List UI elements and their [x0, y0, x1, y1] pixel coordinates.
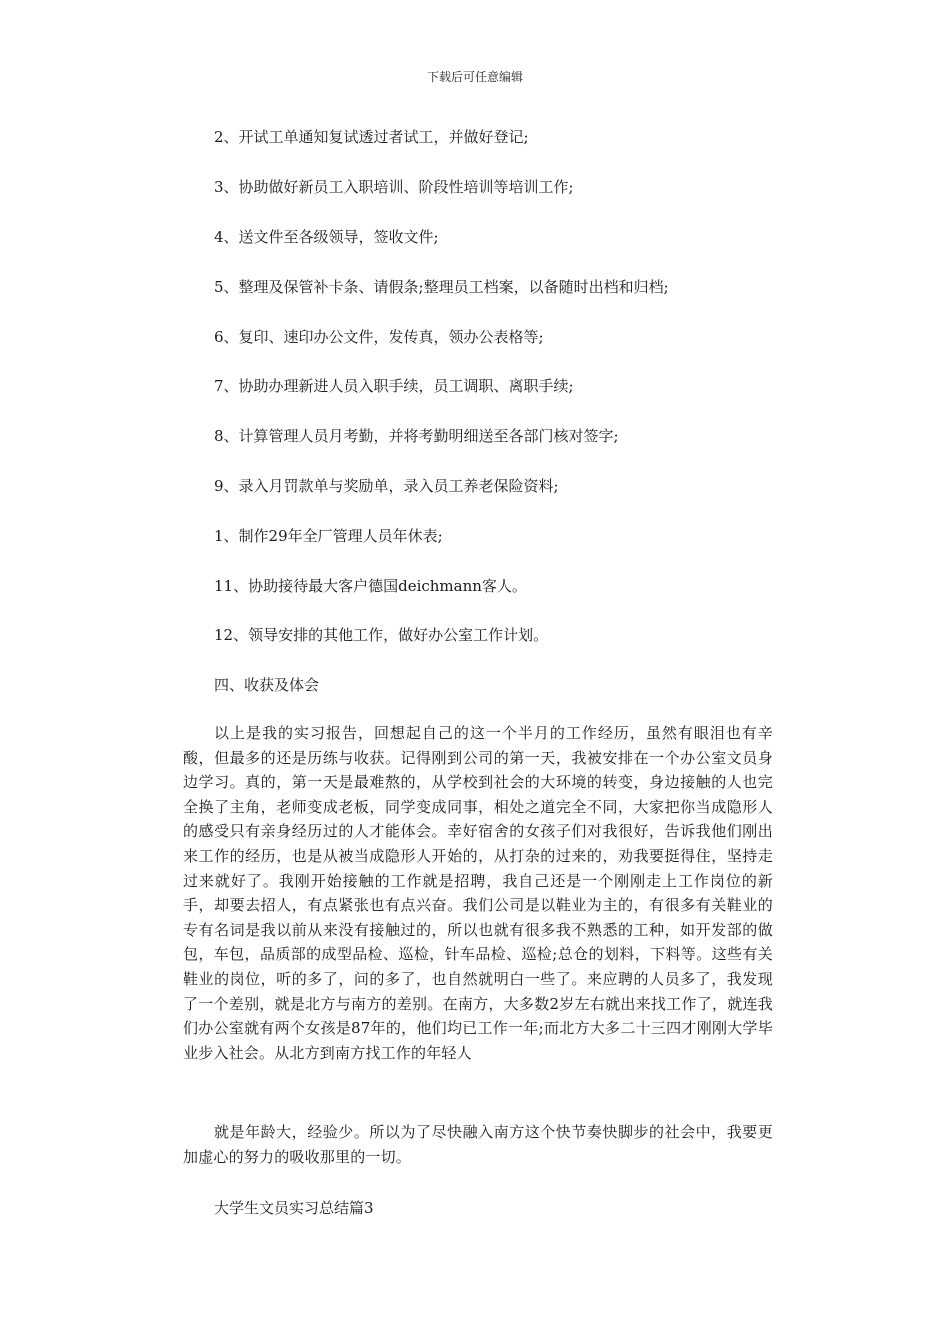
- list-item: 7、协助办理新进人员入职手续，员工调职、离职手续;: [214, 377, 574, 395]
- list-item: 2、开试工单通知复试透过者试工，并做好登记;: [214, 128, 529, 146]
- list-item: 5、整理及保管补卡条、请假条;整理员工档案，以备随时出档和归档;: [214, 278, 669, 296]
- list-item: 3、协助做好新员工入职培训、阶段性培训等培训工作;: [214, 178, 574, 196]
- list-item: 11、协助接待最大客户德国deichmann客人。: [214, 577, 527, 595]
- section-heading: 四、收获及体会: [214, 676, 320, 694]
- closing-title: 大学生文员实习总结篇3: [214, 1199, 374, 1217]
- list-item: 12、领导安排的其他工作，做好办公室工作计划。: [214, 626, 549, 644]
- body-paragraph: 以上是我的实习报告，回想起自己的这一个半月的工作经历，虽然有眼泪也有辛酸，但最多的还是历练与收获。记得刚到公司的第一天，我被安排在一个办公室文员身边学习。真的，第一天是最难熬的，从学校到社会的大环境的转变，身边接触的人也完全换了主角，老师变成老板，同学变成同事，相处之道完全不同，大家把你当成隐形人的感受只有亲身经历过的人才能体会。幸好宿舍的女孩子们对我很好，告诉我他们刚出来工作的经历，也是从被当成隐形人开始的，从打杂的过来的，劝我要挺得住，坚持走过来就好了。我刚开始接触的工作就是招聘，我自己还是一个刚刚走上工作岗位的新手，却要去招人，有点紧张也有点兴奋。我们公司是以鞋业为主的，有很多有关鞋业的专有名词是我以前从来没有接触过的，所以也就有很多我不熟悉的工种，如开发部的做包，车包，品质部的成型品检、巡检，针车品检、巡检;总仓的划料，下料等。这些有关鞋业的岗位，听的多了，问的多了，也自然就明白一些了。来应聘的人员多了，我发现了一个差别，就是北方与南方的差别。在南方，大多数2岁左右就出来找工作了，就连我们办公室就有两个女孩是87年的，他们均已工作一年;而北方大多二十三四才刚刚大学毕业步入社会。从北方到南方找工作的年轻人: [183, 724, 773, 1062]
- list-item: 4、送文件至各级领导，签收文件;: [214, 228, 439, 246]
- list-item: 1、制作29年全厂管理人员年休表;: [214, 527, 443, 545]
- list-item: 9、录入月罚款单与奖励单，录入员工养老保险资料;: [214, 477, 559, 495]
- body-paragraph: 就是年龄大，经验少。所以为了尽快融入南方这个快节奏快脚步的社会中，我要更加虚心的努力的吸收那里的一切。: [183, 1123, 773, 1166]
- list-item: 6、复印、速印办公文件，发传真，领办公表格等;: [214, 328, 544, 346]
- page-header: 下载后可任意编辑: [426, 70, 523, 84]
- list-item: 8、计算管理人员月考勤，并将考勤明细送至各部门核对签字;: [214, 427, 619, 445]
